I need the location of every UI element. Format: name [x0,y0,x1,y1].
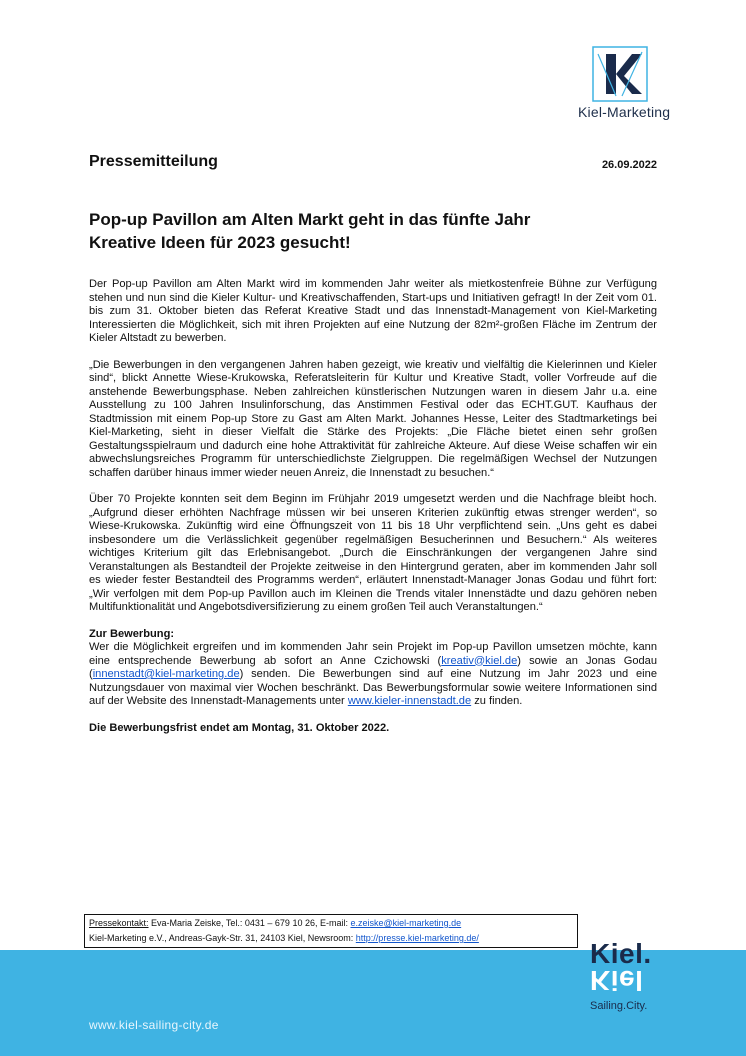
contact-email-link[interactable]: e.zeiske@kiel-marketing.de [350,918,462,928]
footer-url: www.kiel-sailing-city.de [89,1018,219,1032]
sailing-city-tagline: Sailing.City. [590,1000,648,1012]
headline-line-1: Pop-up Pavillon am Alten Markt geht in das fünfte Jahr [89,210,531,229]
email-link-innenstadt[interactable]: innenstadt@kiel-marketing.de [92,668,240,680]
article-body [89,278,657,748]
kiel-marketing-k-logo-icon [592,46,648,102]
contact-line-2: Kiel-Marketing e.V., Andreas-Gayk-Str. 31, 24103 Kiel, Newsroom: http://presse.kiel-marketing.de/ [89,933,479,943]
headline-line-2: Kreative Ideen für 2023 gesucht! [89,233,351,252]
headline [89,208,659,254]
kiel-wordmark: Kiel. [590,938,652,969]
website-link[interactable]: www.kieler-innenstadt.de [347,695,472,707]
application-subheading: Zur Bewerbung: [89,627,175,640]
kiel-marketing-logo [578,46,678,120]
kiel-sailing-city-logo [590,940,680,1012]
paragraph-2: „Die Bewerbungen in den vergangenen Jahren haben gezeigt, wie kreativ und vielfältig die Kielerinnen und Kieler sind“, blickt Annette Wiese-Krukowska, Referatsleiterin für Kultur und Kreative Stadt, voller Vorfreude auf die anstehende Bewerbungsphase. Neben zahlreichen künstlerischen Nutzungen waren in diesem Jahr u.a. eine Ausstellung zu 100 Jahren Insulinforschung, das Anstimmen Festival oder das ECHT.GUT. Kaufhaus der Stadtmission mit einem Pop-up Store zu Gast am Alten Markt. Johannes Hesse, Leiter des Stadtmarketings bei Kiel-Marketing, sieht in dieser Vielfalt die Stärke des Projekts: „Die Fläche bietet einen sehr großen Gestaltungsspielraum und dadurch eine hohe Attraktivität für zahlreiche Akteure. Auf diese Weise schaffen wir ein abwechslungsreiches Programm für unterschiedlichste Zielgruppen. Die regelmäßigen Wechsel der Nutzungen schaffen darüber hinaus immer wieder neuen Anreiz, die Innenstadt zu besuchen.“ [89,358,657,479]
contact-line-1: Pressekontakt: Eva-Maria Zeiske, Tel.: 0431 – 679 10 26, E-mail: e.zeiske@kiel-marketing.de [89,918,462,928]
deadline-notice: Die Bewerbungsfrist endet am Montag, 31. Oktober 2022. [89,721,390,734]
document-type: Pressemitteilung [89,153,218,170]
contact-label: Pressekontakt: [89,918,149,928]
newsroom-link[interactable]: http://presse.kiel-marketing.de/ [355,933,479,943]
press-contact-box [84,914,578,948]
release-date: 26.09.2022 [601,159,657,171]
brand-name: Kiel-Marketing [578,104,671,120]
kiel-reflection: Kiel [590,965,644,996]
paragraph-3: Über 70 Projekte konnten seit dem Beginn im Frühjahr 2019 umgesetzt werden und die Nachfrage bleibt hoch. „Aufgrund dieser erhöhten Nachfrage müssen wir bei unseren Kriterien zukünftig etwas strenger werden“, so Wiese-Krukowska. Zukünftig wird eine Öffnungszeit von 11 bis 18 Uhr verpflichtend sein. „Uns geht es dabei insbesondere um die Verlässlichkeit gegenüber regelmäßigen Besucherinnen und Besuchern.“ Als weiteres wichtiges Kriterium gilt das Erlebnisangebot. „Durch die Einschränkungen der vergangenen Jahre sind Veranstaltungen als Bestandteil der Projekte zeitweise in den Hintergrund geraten, aber im kommenden Jahr soll es wieder fester Bestandteil des Programms werden“, erläutert Innenstadt-Manager Jonas Godau und führt fort: „Wir verfolgen mit dem Pop-up Pavillon auch im Kleinen die Trends vitaler Innenstädte und dazu gehören neben Multifunktionalität und Angebotsdiversifizierung zu einem großen Teil auch Veranstaltungen.“ [89,493,657,613]
paragraph-4: Wer die Möglichkeit ergreifen und im kommenden Jahr sein Projekt im Pop-up Pavillon umsetzen möchte, kann eine entsprechende Bewerbung ab sofort an Anne Czichowski (kreativ@kiel.de) sowie an Jonas Godau (innenstadt@kiel-marketing.de) senden. Die Bewerbungen sind auf eine Nutzung im Jahr 2023 und eine Nutzungsdauer von maximal vier Wochen beschränkt. Das Bewerbungsformular sowie weitere Informationen sind auf der Website des Innenstadt-Managements unter www.kieler-innenstadt.de zu finden. [89,641,657,707]
paragraph-1: Der Pop-up Pavillon am Alten Markt wird im kommenden Jahr weiter als mietkostenfreie Bühne zur Verfügung stehen und nun sind die Kieler Kultur- und Kreativschaffenden, Start-ups und Initiativen gefragt! In der Zeit vom 01. bis zum 31. Oktober bieten das Referat Kreative Stadt und das Innenstadt-Management von Kiel-Marketing Interessierten die Möglichkeit, sich mit ihren Projekten auf eine Nutzung der 82m²-großen Fläche im Zentrum der Kieler Altstadt zu bewerben. [89,278,657,344]
email-link-kreativ[interactable]: kreativ@kiel.de [441,654,518,667]
